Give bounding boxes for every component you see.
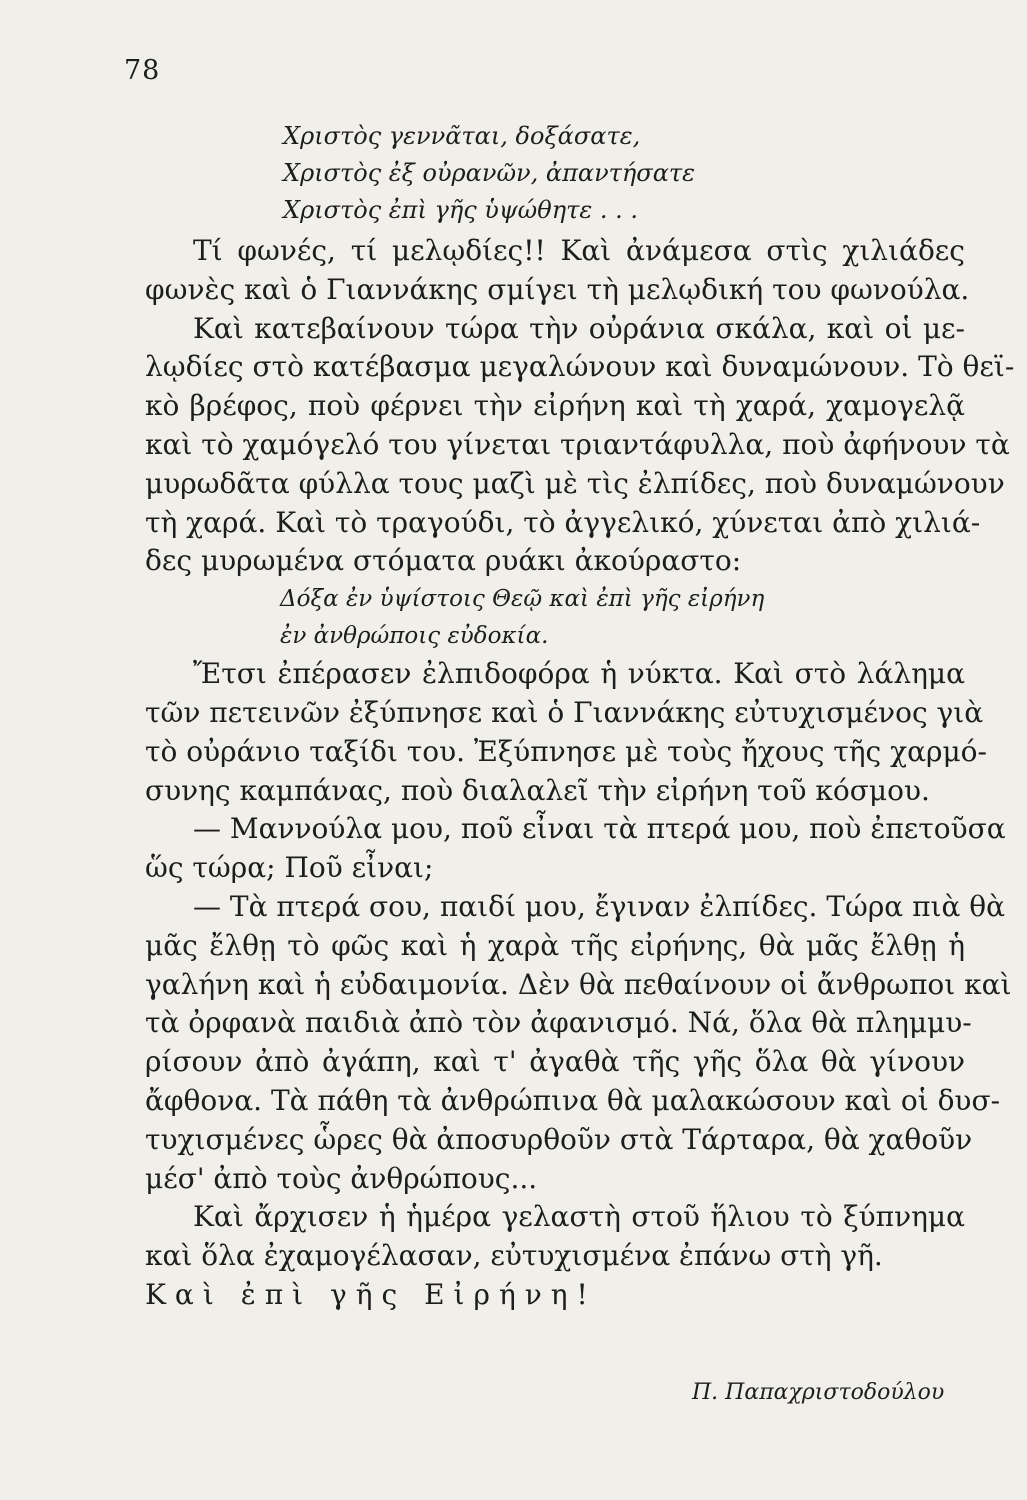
text-line: ὥς τώρα; Ποῦ εἶναι; (145, 851, 434, 885)
text-line: γαλήνη καὶ ἡ εὐδαιμονία. Δὲν θὰ πεθαίνουν οἱ ἄνθρωποι καὶ (145, 967, 1012, 1001)
signature: Π. Παπαχριστοδούλου (692, 1380, 945, 1405)
poem (283, 118, 695, 229)
doxa-line: ἐν ἀνθρώποις εὐδοκία. (280, 623, 549, 650)
text-line: Ἔτσι ἐπέρασεν ἐλπιδοφόρα ἡ νύκτα. Καὶ στὸ λάλημα (193, 657, 965, 691)
text-line: Τί φωνές, τί μελῳδίες!! Καὶ ἀνάμεσα στὶς χιλιάδες (193, 234, 965, 267)
text-line: φωνὲς καὶ ὁ Γιαννάκης σμίγει τὴ μελῳδική του φωνούλα. (145, 272, 970, 306)
text-line: τὴ χαρά. Καὶ τὸ τραγούδι, τὸ ἀγγελικό, χύνεται ἀπὸ χιλιά- (145, 505, 981, 539)
text-line: μᾶς ἔλθῃ τὸ φῶς καὶ ἡ χαρὰ τῆς εἰρήνης, θὰ μᾶς ἔλθῃ ἡ (145, 928, 965, 962)
text-line: συνης καμπάνας, ποὺ διαλαλεῖ τὴν εἰρήνη τοῦ κόσμου. (145, 773, 930, 807)
text-line: Καὶ ἄρχισεν ἡ ἡμέρα γελαστὴ στοῦ ἥλιου τὸ ξύπνημα (193, 1200, 965, 1234)
dialogue-line: — Τὰ πτερά σου, παιδί μου, ἔγιναν ἐλπίδες. Τώρα πιὰ θὰ (193, 889, 1006, 923)
body-text (145, 232, 1015, 1315)
poem-line: Χριστὸς γεννᾶται, δοξάσατε, (283, 122, 641, 150)
doxa-line: Δόξα ἐν ὑψίστοις Θεῷ καὶ ἐπὶ γῆς εἰρήνη (280, 586, 765, 613)
text-line: ρίσουν ἀπὸ ἀγάπη, καὶ τ' ἀγαθὰ τῆς γῆς ὅλα θὰ γίνουν (145, 1045, 965, 1079)
closing-line: Καὶ ἐπὶ γῆς Εἰρήνη! (145, 1277, 597, 1311)
text-line: λῳδίες στὸ κατέβασμα μεγαλώνουν καὶ δυναμώνουν. Τὸ θεϊ- (145, 350, 1015, 384)
text-line: τὰ ὀρφανὰ παιδιὰ ἀπὸ τὸν ἀφανισμό. Νά, ὅλα θὰ πλημμυ- (145, 1006, 972, 1040)
text-line: καὶ ὅλα ἐχαμογέλασαν, εὐτυχισμένα ἐπάνω στὴ γῆ. (145, 1239, 883, 1273)
text-line: Καὶ κατεβαίνουν τώρα τὴν οὐράνια σκάλα, καὶ οἱ με- (193, 311, 965, 345)
text-line: μυρωδᾶτα φύλλα τους μαζὶ μὲ τὶς ἐλπίδες, ποὺ δυναμώνουν (145, 466, 1005, 500)
text-line: δες μυρωμένα στόματα ρυάκι ἀκούραστο: (145, 544, 742, 578)
poem-line: Χριστὸς ἐπὶ γῆς ὑψώθητε . . . (283, 196, 639, 224)
text-line: καὶ τὸ χαμόγελό του γίνεται τριαντάφυλλα, ποὺ ἀφήνουν τὰ (145, 427, 1010, 461)
text-line: μέσ' ἀπὸ τοὺς ἀνθρώπους... (145, 1161, 538, 1195)
text-line: τῶν πετεινῶν ἐξύπνησε καὶ ὁ Γιαννάκης εὐτυχισμένος γιὰ (145, 695, 984, 729)
page-number: 78 (124, 55, 161, 86)
text-line: κὸ βρέφος, ποὺ φέρνει τὴν εἰρήνη καὶ τὴ χαρά, χαμογελᾷ (145, 389, 965, 423)
text-line: ἄφθονα. Τὰ πάθη τὰ ἀνθρώπινα θὰ μαλακώσουν καὶ οἱ δυσ- (145, 1083, 1001, 1117)
dialogue-line: — Μαννούλα μου, ποῦ εἶναι τὰ πτερά μου, ποὺ ἐπετοῦσα (193, 812, 1006, 846)
text-line: τυχισμένες ὧρες θὰ ἀποσυρθοῦν στὰ Τάρταρα, θὰ χαθοῦν (145, 1122, 973, 1156)
text-line: τὸ οὐράνιο ταξίδι του. Ἐξύπνησε μὲ τοὺς ἤχους τῆς χαρμό- (145, 734, 987, 768)
poem-line: Χριστὸς ἐξ οὐρανῶν, ἀπαντήσατε (283, 159, 696, 187)
